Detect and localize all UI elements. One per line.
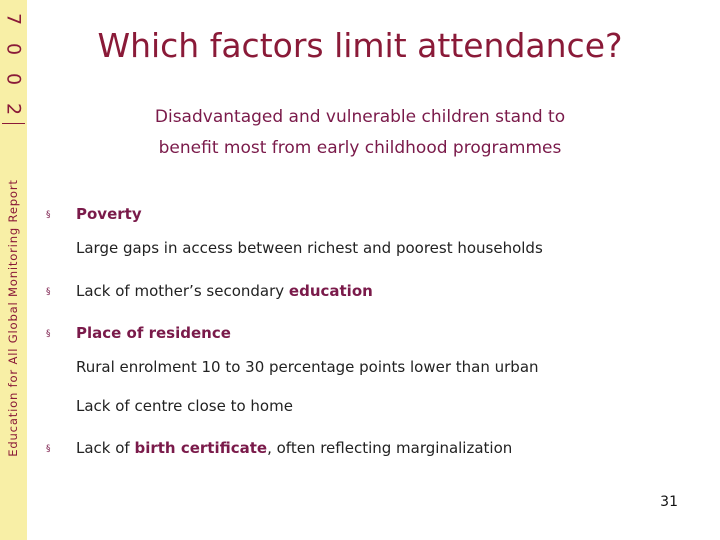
item-text: , often reflecting marginalization xyxy=(267,439,513,457)
subtitle-line: Disadvantaged and vulnerable children stand to xyxy=(154,107,566,127)
bullet-icon: § xyxy=(46,210,51,220)
report-caption: Education for All Global Monitoring Report xyxy=(6,179,20,457)
sidebar-divider xyxy=(2,123,25,124)
item-poverty-detail: Large gaps in access between richest and poorest households xyxy=(76,239,543,257)
slide-title: Which factors limit attendance? xyxy=(97,26,623,65)
item-emphasis: birth certificate xyxy=(134,439,268,457)
bullet-icon: § xyxy=(46,287,51,297)
item-birth-certificate xyxy=(76,438,512,458)
bullet-icon: § xyxy=(46,329,51,339)
bullet-icon: § xyxy=(46,444,51,454)
subtitle-line: benefit most from early childhood programmes xyxy=(158,138,562,158)
year-digit: 0 xyxy=(2,72,25,86)
item-text: Lack of xyxy=(76,439,135,457)
item-poverty: Poverty xyxy=(76,205,142,223)
page-number: 31 xyxy=(660,494,678,510)
item-residence-detail: Rural enrolment 10 to 30 percentage points lower than urban xyxy=(76,358,539,376)
year-digit: 2 xyxy=(2,102,25,116)
slide-subtitle xyxy=(80,102,640,164)
sidebar-band xyxy=(0,0,27,540)
item-text: Lack of mother’s secondary xyxy=(76,282,289,300)
year-stack xyxy=(0,4,27,124)
year-digit: 7 xyxy=(2,12,25,26)
item-residence: Place of residence xyxy=(76,324,231,342)
item-mother-education xyxy=(76,281,373,301)
item-residence-detail: Lack of centre close to home xyxy=(76,397,293,415)
item-emphasis: education xyxy=(288,282,373,300)
year-digit: 0 xyxy=(2,42,25,56)
